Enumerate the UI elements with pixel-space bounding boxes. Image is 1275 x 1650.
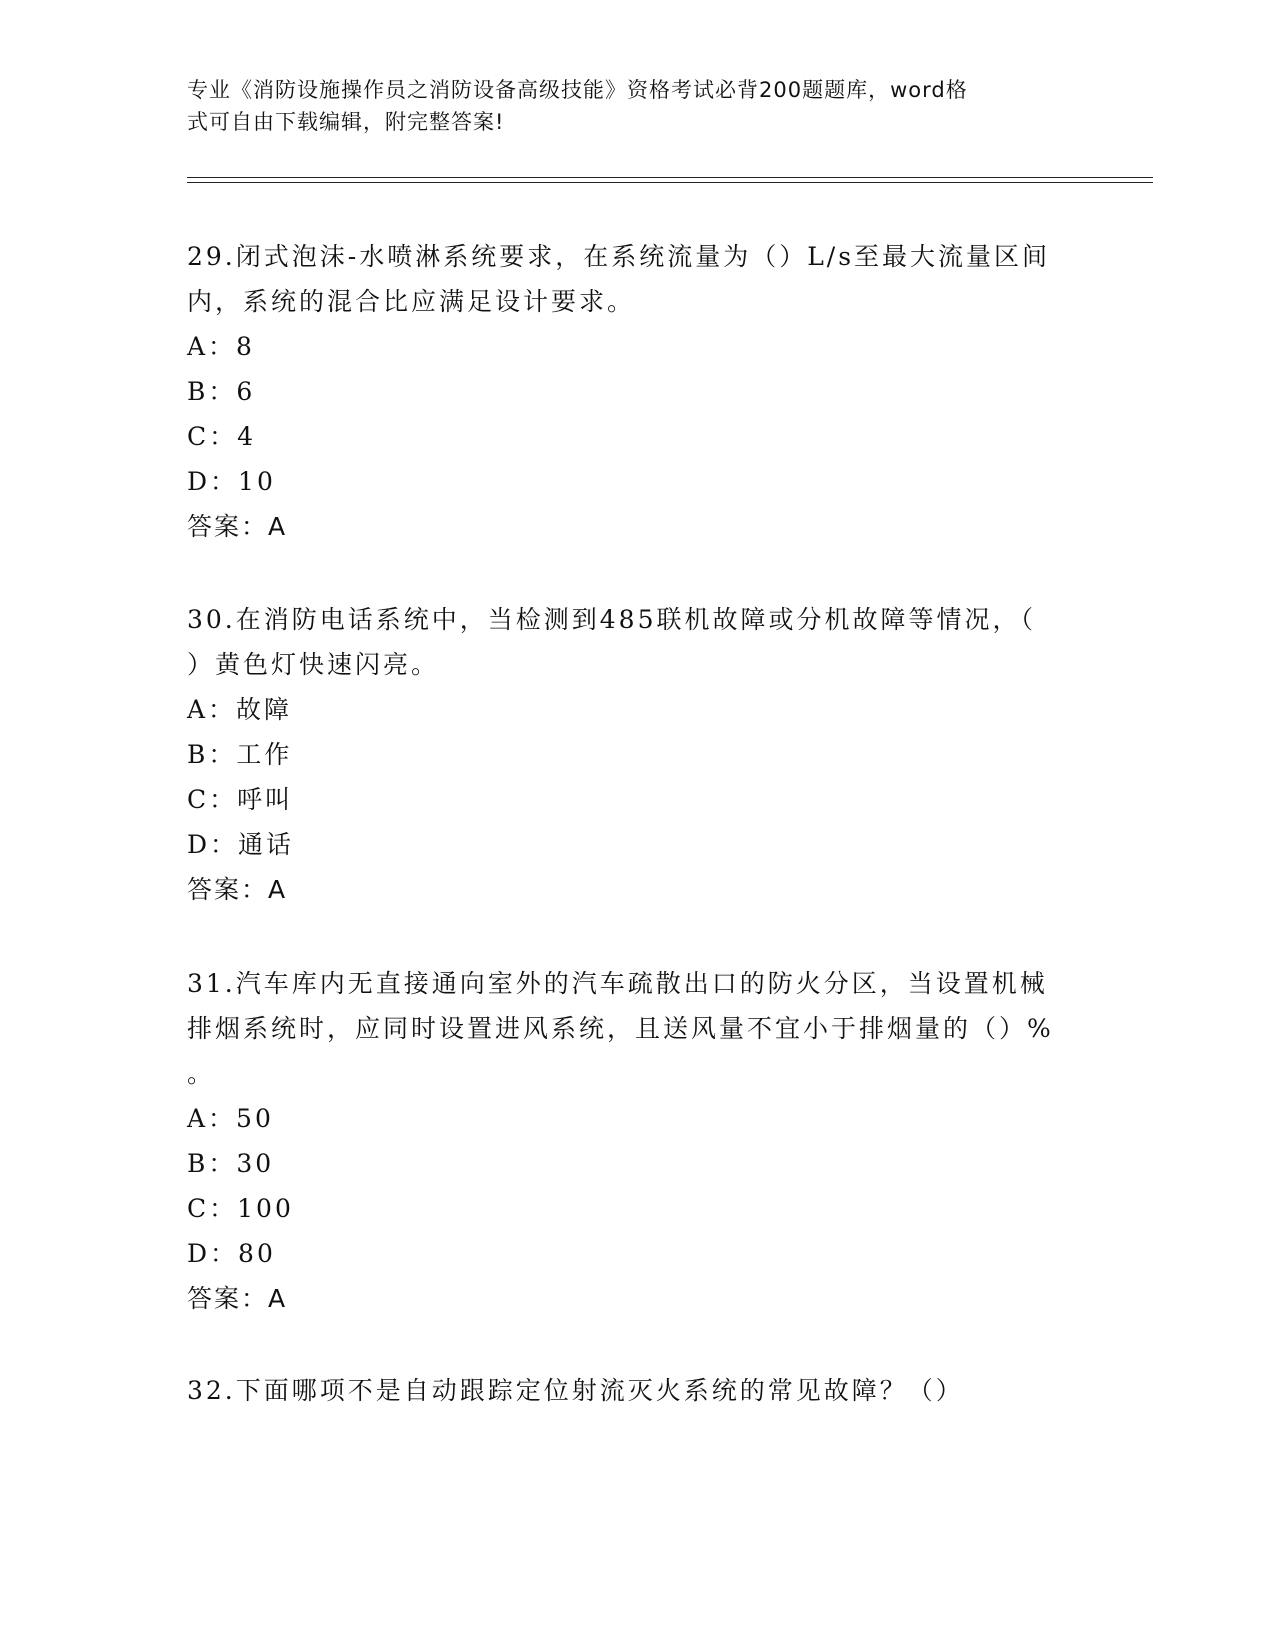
question-stem-line: 30.在消防电话系统中，当检测到485联机故障或分机故障等情况，（ [187, 605, 1036, 634]
question-stem-line: 内，系统的混合比应满足设计要求。 [187, 287, 636, 316]
option-d: D：80 [187, 1239, 276, 1268]
option-a: A：故障 [187, 695, 293, 724]
option-d: D：通话 [187, 830, 295, 859]
header-divider-bottom [187, 182, 1153, 183]
question-stem-line: ）黄色灯快速闪亮。 [187, 650, 440, 679]
question-stem-line: 32.下面哪项不是自动跟踪定位射流灭火系统的常见故障？（） [187, 1376, 964, 1405]
option-a: A：50 [187, 1104, 274, 1133]
header-intro-line-2: 式可自由下载编辑，附完整答案! [187, 110, 505, 134]
question-30 [187, 597, 1067, 912]
answer-line: 答案：A [187, 512, 288, 541]
option-c: C：100 [187, 1194, 294, 1223]
question-29 [187, 234, 1067, 549]
option-b: B：6 [187, 377, 256, 406]
question-stem-line: 排烟系统时，应同时设置进风系统，且送风量不宜小于排烟量的（）% [187, 1014, 1054, 1043]
document-header [187, 74, 1067, 138]
option-d: D：10 [187, 467, 276, 496]
answer-line: 答案：A [187, 875, 288, 904]
question-stem-line: 31.汽车库内无直接通向室外的汽车疏散出口的防火分区，当设置机械 [187, 969, 1048, 998]
question-stem-line: 29.闭式泡沫-水喷淋系统要求，在系统流量为（）L/s至最大流量区间 [187, 242, 1051, 271]
header-divider-top [187, 177, 1153, 178]
option-b: B：30 [187, 1149, 275, 1178]
option-b: B：工作 [187, 740, 293, 769]
option-a: A：8 [187, 332, 255, 361]
header-intro-line-1: 专业《消防设施操作员之消防设备高级技能》资格考试必背200题题库，word格 [187, 78, 968, 102]
option-c: C：呼叫 [187, 785, 294, 814]
question-31 [187, 961, 1067, 1321]
question-32 [187, 1368, 1067, 1413]
answer-line: 答案：A [187, 1284, 288, 1313]
question-stem-line: 。 [187, 1059, 216, 1088]
option-c: C：4 [187, 422, 257, 451]
